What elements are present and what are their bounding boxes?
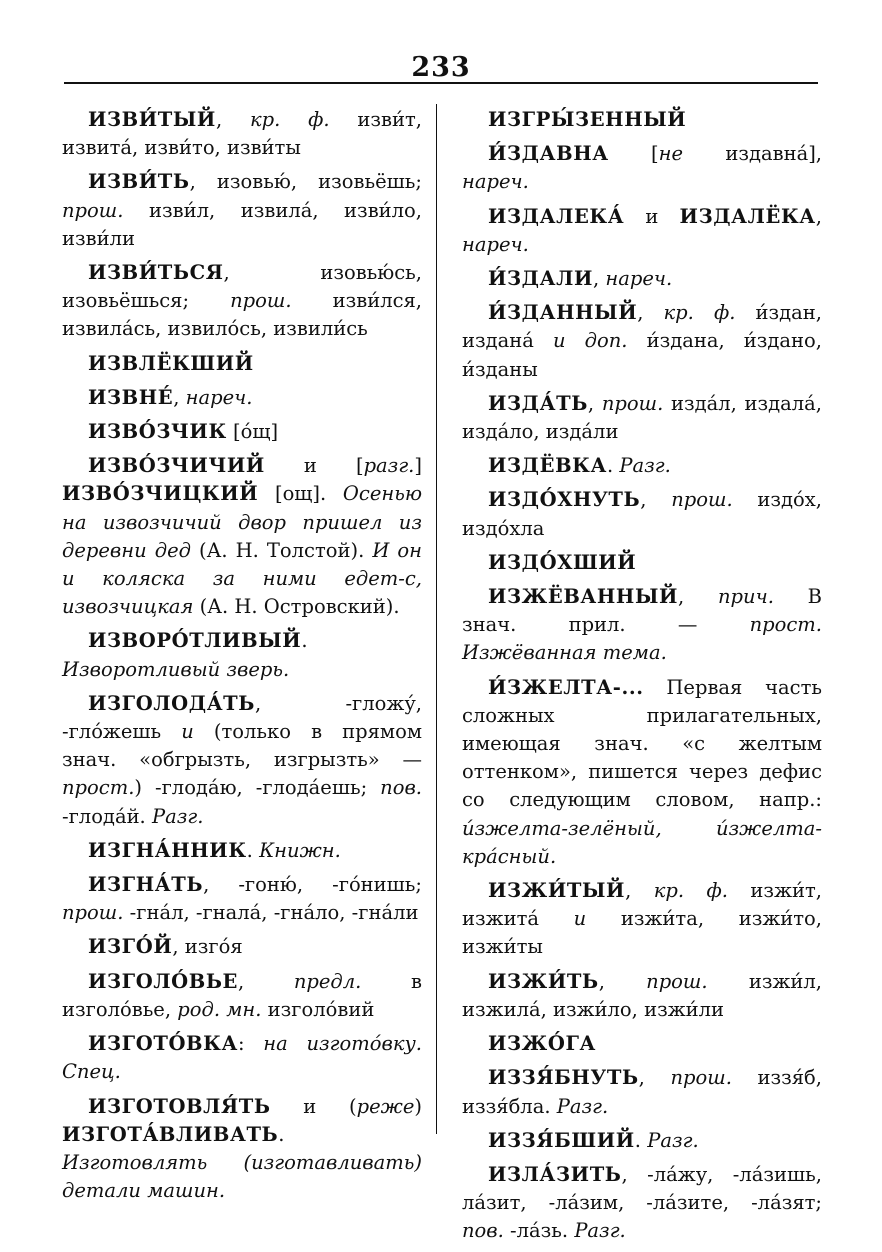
italic-text: кр. ф. — [663, 301, 736, 325]
headword: ИЗГНА́ТЬ — [88, 873, 204, 897]
dictionary-entry — [462, 1030, 822, 1058]
dictionary-entry — [462, 968, 822, 1024]
italic-text: не — [658, 142, 684, 166]
headword: ИЗДО́ХШИЙ — [488, 550, 637, 574]
headword: ИЗДАЛЕКА́ — [488, 204, 625, 228]
headword: ИЗЗЯ́БШИЙ — [488, 1128, 635, 1152]
entry-text: [ощ]. — [258, 482, 343, 506]
entry-text: . — [246, 838, 260, 862]
dictionary-entry — [62, 690, 422, 831]
entry-text: изжи́та, изжи́то, изжи́ты — [462, 907, 822, 959]
entry-text: , — [637, 301, 664, 325]
italic-text: Осенью на извозчичий двор пришел из деревни дед — [62, 482, 422, 562]
dictionary-entry — [462, 549, 822, 577]
headword: ИЗВИ́ТЫЙ — [88, 108, 216, 131]
headword: И́ЗДАННЫЙ — [488, 301, 638, 325]
entry-text: (А. Н. Островский). — [193, 595, 400, 619]
italic-text: И он и коляска за ними едет-с, извозчицкая — [62, 538, 422, 619]
entry-text: -гна́л, -гнала́, -гна́ло, -гна́ли — [123, 901, 419, 925]
headword: ИЗЖИ́ТЬ — [488, 969, 599, 993]
italic-text: прош. — [670, 1066, 732, 1090]
entry-text: -глода́й. — [62, 804, 152, 828]
headword: ИЗВО́ЗЧИЧИЙ — [88, 454, 265, 478]
entry-text: , — [815, 204, 822, 228]
headword: И́ЗЖЕЛТА-... — [488, 675, 644, 699]
entry-text: ] — [414, 454, 422, 478]
entry-text: изви́т, извита́, изви́то, изви́ты — [62, 108, 422, 160]
italic-text: Разг. — [574, 1219, 626, 1243]
headword: ИЗВО́ЗЧИЦКИЙ — [62, 482, 259, 506]
headword: ИЗГОТОВЛЯ́ТЬ — [88, 1094, 271, 1118]
headword: ИЗДА́ТЬ — [488, 391, 588, 415]
dictionary-entry — [462, 1064, 822, 1120]
entry-text: . — [278, 1122, 285, 1146]
dictionary-entry — [62, 871, 422, 927]
headword: ИЗГРЫ́ЗЕННЫЙ — [488, 108, 687, 131]
italic-text: Разг. — [647, 1128, 699, 1152]
headword: ИЗВО́ЗЧИК — [88, 420, 227, 444]
italic-text: Разг. — [619, 454, 671, 478]
entry-text: ) -глода́ю, -глода́ешь; — [134, 776, 381, 800]
headword: ИЗЖЁВАННЫЙ — [488, 585, 679, 609]
right-column — [462, 106, 822, 1252]
page-number: 233 — [411, 52, 471, 83]
dictionary-entry — [462, 265, 822, 293]
dictionary-entry — [62, 168, 422, 253]
italic-text: пов. — [462, 1219, 504, 1243]
headword: ИЗГОЛОДА́ТЬ — [88, 691, 255, 715]
dictionary-entry — [462, 106, 822, 134]
entry-text: , — [215, 108, 250, 131]
entry-text: и — [624, 204, 680, 228]
dictionary-entry — [62, 837, 422, 865]
entry-text: изви́лся, извила́сь, извило́сь, извили́сь — [62, 289, 422, 341]
headword: ИЗВЛЁКШИЙ — [88, 351, 254, 375]
dictionary-entry — [462, 674, 822, 871]
italic-text: и — [181, 720, 194, 744]
entry-text: , -гоню́, -го́нишь; — [203, 873, 422, 897]
entry-text: [ — [608, 142, 659, 166]
entry-text: и́здан, издана́ — [462, 301, 822, 353]
dictionary-entry — [62, 452, 422, 621]
italic-text: Книжн. — [259, 838, 341, 862]
entry-text: , изовью́, изовьёшь; — [189, 170, 422, 194]
headword: ИЗГО́Й — [88, 935, 173, 959]
italic-text: прош. — [601, 391, 664, 415]
italic-text: прош. — [671, 488, 733, 512]
entry-text: , — [638, 1066, 671, 1090]
headword: ИЗГОТА́ВЛИВАТЬ — [62, 1122, 279, 1146]
italic-text: Изворотливый зверь. — [62, 657, 290, 681]
italic-text: Изготовлять (изготавливать) детали машин. — [62, 1150, 422, 1203]
dictionary-entry — [462, 299, 822, 384]
italic-text: прост. — [62, 776, 135, 800]
italic-text: и доп. — [552, 329, 628, 353]
italic-text: разг. — [363, 454, 415, 478]
dictionary-entry — [462, 452, 822, 480]
entry-text: , — [640, 488, 672, 512]
entry-text: издо́х, издо́хла — [462, 488, 822, 540]
entry-text: и ( — [270, 1094, 357, 1118]
entry-text: , — [173, 385, 186, 409]
entry-text: , — [238, 969, 294, 993]
italic-text: и — [573, 907, 587, 931]
entry-text: ) — [414, 1094, 422, 1118]
left-column — [62, 106, 422, 1211]
dictionary-entry — [62, 1030, 422, 1086]
italic-text: нареч. — [185, 385, 253, 409]
entry-text: (А. Н. Толстой). — [190, 538, 373, 562]
headword: ИЗДЁВКА — [488, 454, 607, 478]
entry-text: : — [237, 1032, 264, 1056]
italic-text: на изгото́вку. Спец. — [62, 1032, 422, 1084]
headword: И́ЗДАЛИ — [488, 267, 593, 291]
entry-text: изголо́вий — [261, 997, 375, 1021]
entry-text: изжи́т, изжита́ — [462, 879, 822, 931]
italic-text: кр. ф. — [249, 108, 330, 131]
italic-text: род. мн. — [177, 997, 262, 1021]
italic-text: предл. — [293, 969, 362, 993]
dictionary-entry — [62, 106, 422, 162]
entry-text: [о́щ] — [226, 420, 279, 444]
entry-text: . — [301, 629, 308, 653]
entry-text: , — [678, 585, 718, 609]
entry-text: издавна́], — [683, 142, 822, 166]
entry-text: изжи́л, изжила́, изжи́ло, изжи́ли — [462, 969, 822, 1021]
headword: ИЗЖИ́ТЫЙ — [488, 879, 626, 903]
headword: ИЗДО́ХНУТЬ — [488, 488, 641, 512]
headword: И́ЗДАВНА — [488, 142, 609, 166]
dictionary-entry — [62, 933, 422, 961]
headword: ИЗГОЛО́ВЬЕ — [88, 969, 239, 993]
italic-text: прош. — [62, 198, 124, 222]
entry-text: Первая часть сложных прилагательных, имеющая знач. «с желтым оттенком», пишется через дефис со следующим словом, напр.: — [462, 675, 822, 812]
entry-text: и [ — [264, 454, 364, 478]
italic-text: прост. Изжёванная тема. — [462, 613, 822, 665]
headword: ИЗВНЕ́ — [88, 385, 174, 409]
dictionary-entry — [462, 390, 822, 446]
entry-text: изда́л, издала́, изда́ло, изда́ли — [462, 391, 822, 444]
headword: ИЗВОРО́ТЛИВЫЙ — [88, 629, 302, 653]
dictionary-entry — [62, 350, 422, 378]
italic-text: пов. — [380, 776, 422, 800]
headword: ИЗЛА́ЗИТЬ — [488, 1162, 622, 1186]
headword: ИЗВИ́ТЬ — [88, 170, 190, 194]
dictionary-entry — [62, 259, 422, 344]
italic-text: реже — [356, 1094, 415, 1118]
headword: ИЗГНА́ННИК — [88, 838, 247, 862]
headword: ИЗГОТО́ВКА — [88, 1032, 238, 1056]
entry-text: в изголо́вье, — [62, 969, 422, 1021]
entry-text: . — [607, 454, 620, 478]
dictionary-entry — [62, 418, 422, 446]
italic-text: нареч. — [462, 232, 529, 256]
entry-text: , — [592, 267, 606, 291]
entry-text: (только в прямом знач. «обгрызть, изгрызть» — — [62, 720, 422, 772]
italic-text: нареч. — [462, 170, 529, 194]
entry-text: -ла́зь. — [503, 1219, 575, 1243]
dictionary-entry — [62, 1093, 422, 1206]
dictionary-entry — [462, 877, 822, 962]
italic-text: кр. ф. — [653, 879, 728, 903]
dictionary-entry — [62, 627, 422, 683]
entry-text: В знач. прил. — — [462, 585, 822, 637]
headword: ИЗДАЛЁКА — [679, 204, 816, 228]
entry-text: , изовью́сь, изовьёшься; — [62, 261, 422, 313]
entry-text: иззя́б, иззя́бла. — [462, 1066, 822, 1118]
dictionary-entry — [462, 203, 822, 259]
italic-text: прош. — [230, 289, 292, 313]
header-rule — [64, 82, 818, 84]
entry-text: , — [598, 969, 647, 993]
headword: ИЗВИ́ТЬСЯ — [88, 261, 224, 285]
dictionary-entry — [462, 583, 822, 668]
dictionary-entry — [62, 968, 422, 1024]
headword: ИЗЖО́ГА — [488, 1032, 597, 1056]
italic-text: нареч. — [605, 267, 673, 291]
italic-text: прич. — [717, 585, 774, 609]
dictionary-entry — [62, 384, 422, 412]
entry-text: , — [587, 391, 602, 415]
entry-text: . — [634, 1128, 648, 1152]
headword: ИЗЗЯ́БНУТЬ — [488, 1066, 639, 1090]
entry-text: , -ла́жу, -ла́зишь, ла́зит, -ла́зим, -ла́зите, -ла́зят; — [462, 1162, 822, 1215]
dictionary-entry — [462, 1127, 822, 1155]
dictionary-entry — [462, 1161, 822, 1246]
italic-text: Разг. — [151, 804, 204, 828]
entry-text: , -гложу́, -гло́жешь — [62, 691, 422, 744]
entry-text: , — [625, 879, 654, 903]
entry-text: , изго́я — [172, 935, 243, 959]
italic-text: и́зжелта-зелёный, и́зжелта-кра́сный. — [462, 816, 822, 868]
italic-text: Разг. — [556, 1094, 609, 1118]
entry-text: изви́л, извила́, изви́ло, изви́ли — [62, 198, 422, 250]
dictionary-entry — [462, 140, 822, 196]
dictionary-entry — [462, 486, 822, 542]
column-divider — [436, 104, 437, 1134]
entry-text: и́здана, и́здано, и́зданы — [462, 329, 822, 381]
italic-text: прош. — [646, 969, 708, 993]
italic-text: прош. — [62, 901, 124, 925]
